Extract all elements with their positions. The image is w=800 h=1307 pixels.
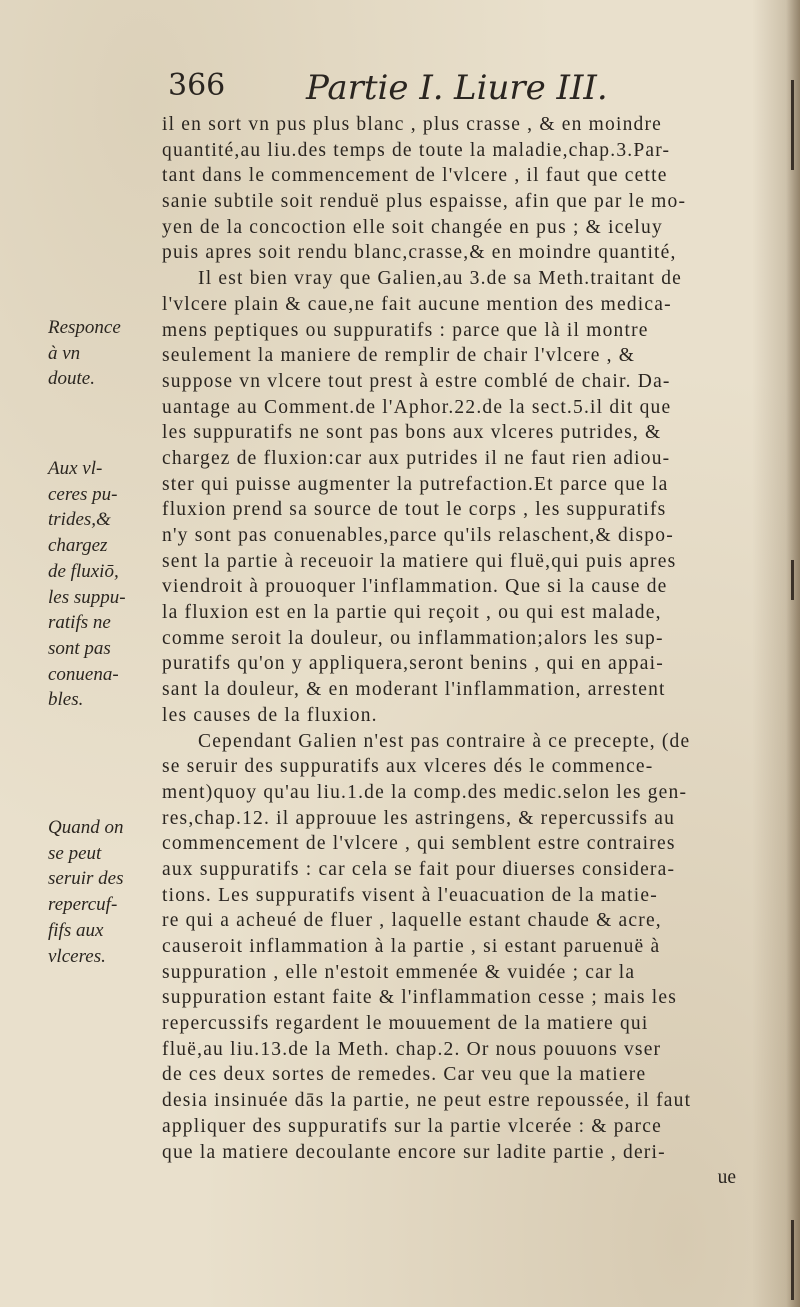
text-line: puis apres soit rendu blanc,crasse,& en moindre quantité, [162,242,677,264]
text-line: fluxion prend sa source de tout le corps , les suppuratifs [162,499,667,521]
margin-note-line: doute. [48,368,95,390]
margin-note-line: de fluxiō, [48,560,119,582]
margin-note-repercussifs [48,815,156,969]
text-line: de ces deux sortes de remedes. Car veu que la matiere [162,1064,647,1086]
text-line: quantité,au liu.des temps de toute la maladie,chap.3.Par- [162,139,671,161]
part-title: Partie I. [306,68,444,108]
text-line: sant la douleur, & en moderant l'inflammation, arrestent [162,679,666,701]
text-line: mens peptiques ou suppuratifs : parce que là il montre [162,319,649,341]
text-line: desia insinuée dās la partie, ne peut estre repoussée, il faut [162,1090,692,1112]
text-line: les suppuratifs ne sont pas bons aux vlceres putrides, & [162,422,662,444]
edge-mark [791,1220,794,1300]
text-line: yen de la concoction elle soit changée en pus ; & iceluy [162,216,663,238]
text-line: suppuration , elle n'estoit emmenée & vuidée ; car la [162,961,636,983]
text-line: fluë,au liu.13.de la Meth. chap.2. Or nous pouuons vser [162,1038,662,1060]
text-line: appliquer des suppuratifs sur la partie vlcerée : & parce [162,1115,662,1137]
text-line: tant dans le commencement de l'vlcere , il faut que cette [162,165,668,187]
text-line: l'vlcere plain & caue,ne fait aucune mention des medica- [162,293,672,315]
text-line: repercussifs regardent le mouuement de la matiere qui [162,1013,649,1035]
margin-note-line: les suppu- [48,586,126,608]
margin-note-line: se peut [48,842,102,864]
text-line: suppose vn vlcere tout prest à estre comblé de chair. Da- [162,370,671,392]
page-edge-shadow [786,0,800,1307]
margin-note-vlceres-putrides [48,456,156,713]
text-line: se seruir des suppuratifs aux vlceres dés le commence- [162,756,654,778]
text-line: Il est bien vray que Galien,au 3.de sa Meth.traitant de [198,268,683,290]
text-line: n'y sont pas conuenables,parce qu'ils relaschent,& dispo- [162,525,674,546]
catchword: ue [717,1167,736,1189]
text-line: seulement la maniere de remplir de chair l'vlcere , & [162,345,636,367]
margin-note-line: sont pas [48,637,111,659]
main-text [162,112,742,1191]
text-line: la fluxion est en la partie qui reçoit , ou qui est malade, [162,602,662,624]
text-line: comme seroit la douleur, ou inflammation;alors les sup- [162,627,664,649]
text-line: chargez de fluxion:car aux putrides il ne faut rien adiou- [162,447,671,469]
text-line: uantage au Comment.de l'Aphor.22.de la sect.5.il dit que [162,396,672,418]
text-line: sent la partie à receuoir la matiere qui fluë,qui puis apres [162,550,677,572]
margin-note-line: vlceres. [48,945,106,967]
margin-note-line: Quand on [48,817,124,838]
margin-note-line: chargez [48,535,108,557]
text-line: commencement de l'vlcere , qui semblent estre contraires [162,833,676,855]
text-line: aux suppuratifs : car cela se fait pour diuerses considera- [162,858,676,880]
text-line: puratifs qu'on y appliquera,seront benins , qui en appai- [162,653,664,675]
text-line: re qui a acheué de fluer , laquelle estant chaude & acre, [162,910,662,932]
text-line: sanie subtile soit renduë plus espaisse, afin que par le mo- [162,191,687,213]
margin-note-line: conuena- [48,663,119,685]
text-line: tions. Les suppuratifs visent à l'euacuation de la matie- [162,884,658,906]
text-line: Cependant Galien n'est pas contraire à ce precepte, (de [198,730,691,752]
margin-note-line: Responce [48,317,121,338]
margin-note-line: ratifs ne [48,612,111,634]
margin-note-line: seruir des [48,868,124,890]
margin-note-reponse [48,315,156,392]
book-title: Liure III. [454,68,608,108]
text-line: viendroit à prouoquer l'inflammation. Que si la cause de [162,576,668,598]
text-line: res,chap.12. il approuue les astringens, & repercussifs au [162,807,676,829]
margin-note-line: repercuf- [48,894,118,916]
margin-note-line: ceres pu- [48,483,118,505]
text-line: ster qui puisse augmenter la putrefaction.Et parce que la [162,473,669,495]
margin-note-line: Aux vl- [48,458,103,479]
edge-mark [791,80,794,170]
page-number: 366 [168,68,226,103]
text-line: il en sort vn pus plus blanc , plus crasse , & en moindre [162,114,663,135]
margin-note-line: fifs aux [48,919,104,941]
text-line: ment)quoy qu'au liu.1.de la comp.des medic.selon les gen- [162,781,688,803]
text-line: causeroit inflammation à la partie , si estant paruenuë à [162,936,661,957]
text-line: que la matiere decoulante encore sur ladite partie , deri- [162,1141,666,1163]
margin-note-line: bles. [48,689,84,711]
edge-mark [791,560,794,600]
margin-note-line: trides,& [48,509,111,531]
text-line: suppuration estant faite & l'inflammation cesse ; mais les [162,987,678,1009]
margin-note-line: à vn [48,342,81,364]
text-line: les causes de la fluxion. [162,704,378,726]
